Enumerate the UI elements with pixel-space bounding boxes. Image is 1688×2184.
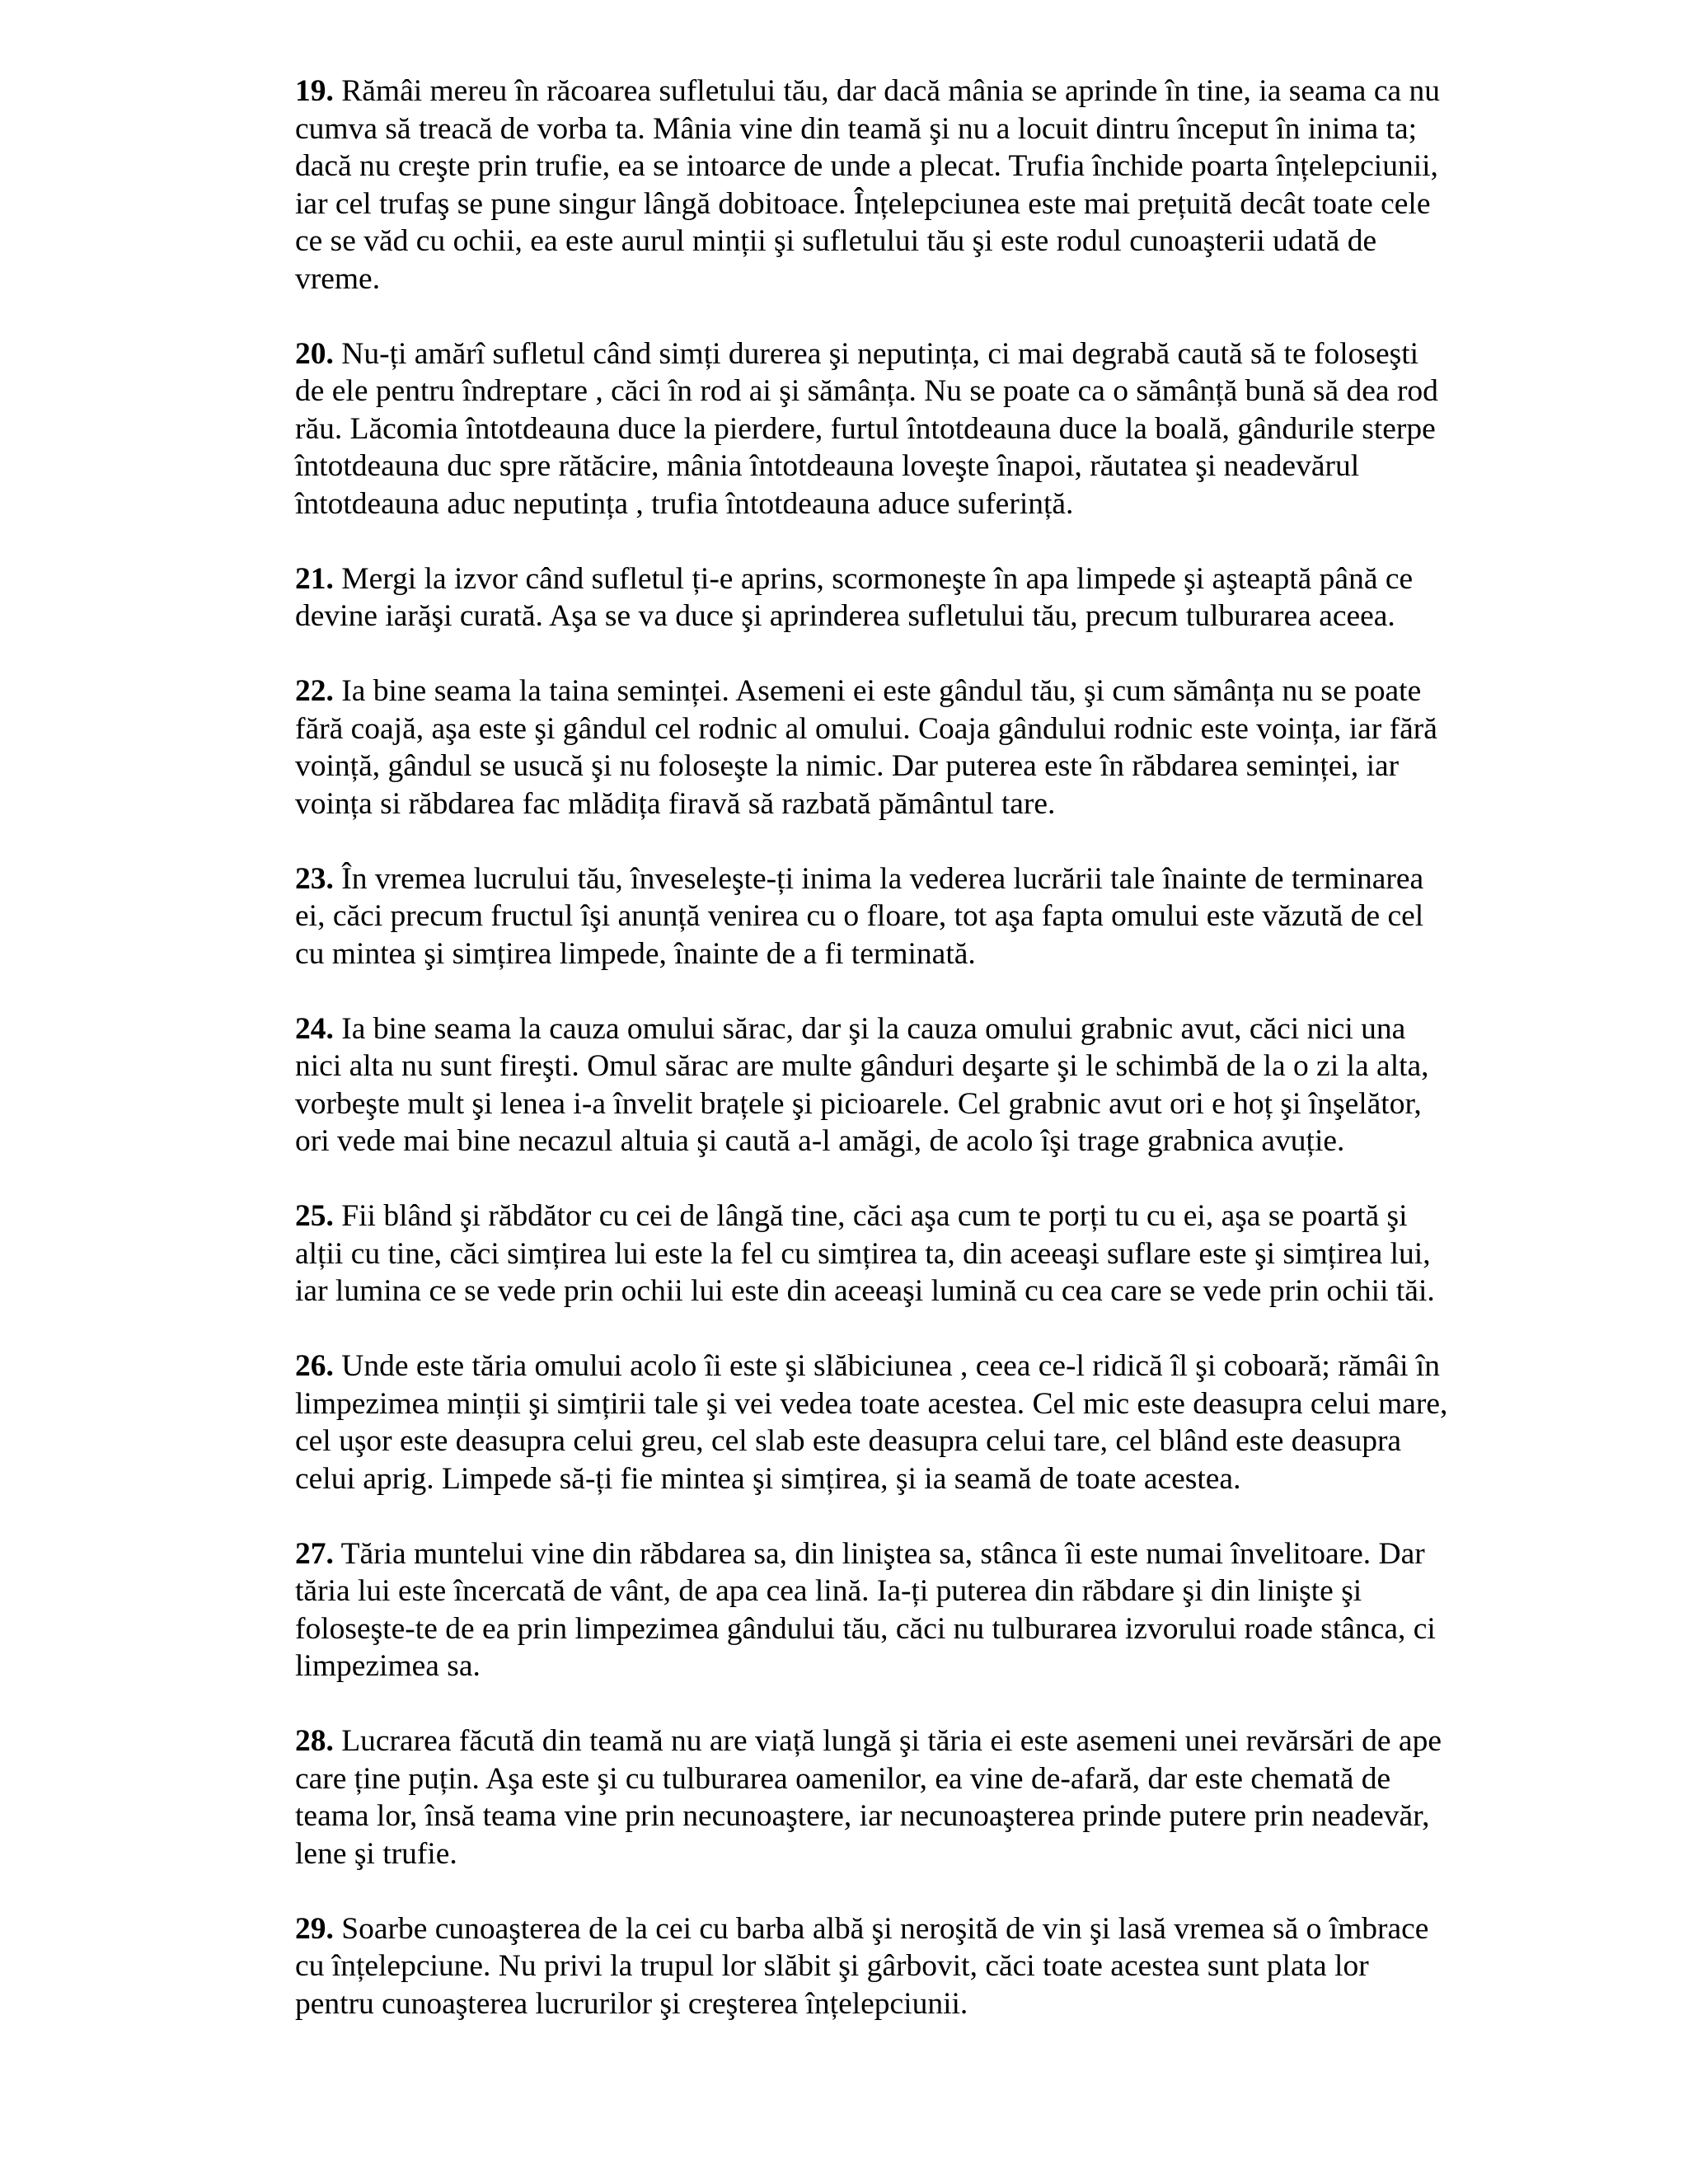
text-line: iar lumina ce se vede prin ochii lui este din aceeaşi lumină cu cea care se vede prin ochii tăi. xyxy=(295,1274,1435,1308)
paragraph-24 xyxy=(295,1010,1515,1160)
paragraph-text: Lucrarea făcută din teamă nu are viață lungă şi tăria ei este asemeni unei revărsări de ape xyxy=(333,1724,1442,1758)
text-line: limpezimea minții şi simțirii tale şi vei vedea toate acestea. Cel mic este deasupra celui mare, xyxy=(295,1386,1448,1421)
paragraph-number: 23. xyxy=(295,861,334,896)
text-line: vorbeşte mult şi lenea i-a învelit brațele şi picioarele. Cel grabnic avut ori e hoț şi înşelător, xyxy=(295,1086,1422,1121)
text-line xyxy=(295,560,1515,598)
text-line: întotdeauna duc spre rătăcire, mânia întotdeauna loveşte înapoi, răutatea şi neadevărul xyxy=(295,449,1360,483)
paragraph-number: 28. xyxy=(295,1724,334,1758)
text-line xyxy=(295,1535,1515,1573)
paragraph-number: 20. xyxy=(295,336,334,371)
paragraph-text: Tăria muntelui vine din răbdarea sa, din liniştea sa, stânca îi este numai învelitoare. Dar xyxy=(333,1536,1425,1571)
text-line: ei, căci precum fructul îşi anunță venirea cu o floare, tot aşa fapta omului este văzută de cel xyxy=(295,899,1424,933)
text-line xyxy=(295,860,1515,898)
text-line: de ele pentru îndreptare , căci în rod ai şi sămânța. Nu se poate ca o sămânță bună să dea rod xyxy=(295,374,1438,408)
text-line: vreme. xyxy=(295,261,381,296)
text-line: foloseşte-te de ea prin limpezimea gândului tău, căci nu tulburarea izvorului roade stânca, ci xyxy=(295,1611,1436,1646)
text-line: tăria lui este încercată de vânt, de apa cea lină. Ia-ți puterea din răbdare şi din linişte şi xyxy=(295,1574,1362,1608)
text-line: lene şi trufie. xyxy=(295,1836,457,1871)
paragraph-text: Ia bine seama la taina seminței. Asemeni ei este gândul tău, şi cum sămânța nu se poate xyxy=(333,674,1422,708)
text-line xyxy=(295,1347,1515,1385)
paragraph-27 xyxy=(295,1535,1515,1685)
text-line: cu înțelepciune. Nu privi la trupul lor slăbit şi gârbovit, căci toate acestea sunt plata lor xyxy=(295,1949,1369,1983)
paragraph-25 xyxy=(295,1197,1515,1310)
text-line: fără coajă, aşa este şi gândul cel rodnic al omului. Coaja gândului rodnic este voința, iar fără xyxy=(295,711,1437,746)
text-line: cumva să treacă de vorba ta. Mânia vine din teamă şi nu a locuit dintru început în inima ta; xyxy=(295,111,1418,146)
paragraph-19 xyxy=(295,73,1515,298)
text-line: rău. Lăcomia întotdeauna duce la pierdere, furtul întotdeauna duce la boală, gândurile sterpe xyxy=(295,411,1436,446)
paragraph-21 xyxy=(295,560,1515,635)
paragraph-text: Unde este tăria omului acolo îi este şi slăbiciunea , ceea ce-l ridică îl şi coboară; rămâi în xyxy=(333,1349,1441,1383)
text-line: care ține puțin. Aşa este şi cu tulburarea oamenilor, ea vine de-afară, dar este chemată de xyxy=(295,1761,1391,1796)
text-line: cel uşor este deasupra celui greu, cel slab este deasupra celui tare, cel blând este deasupra xyxy=(295,1424,1402,1458)
text-line: voința si răbdarea fac mlădița firavă să razbată pământul tare. xyxy=(295,786,1056,821)
paragraph-text: Mergi la izvor când sufletul ți-e aprins, scormoneşte în apa limpede şi aşteaptă până ce xyxy=(333,561,1414,596)
paragraph-number: 29. xyxy=(295,1911,334,1946)
text-line: teama lor, însă teama vine prin necunoaştere, iar necunoaşterea prinde putere prin neadevăr, xyxy=(295,1799,1430,1833)
text-line: dacă nu creşte prin trufie, ea se intoarce de unde a plecat. Trufia închide poarta înțelepciunii, xyxy=(295,149,1438,183)
text-line: ori vede mai bine necazul altuia şi caută a-l amăgi, de acolo îşi trage grabnica avuție. xyxy=(295,1124,1345,1158)
paragraph-number: 19. xyxy=(295,74,334,108)
text-line: devine iarăşi curată. Aşa se va duce şi aprinderea sufletului tău, precum tulburarea aceea. xyxy=(295,599,1395,633)
paragraph-29 xyxy=(295,1910,1515,2023)
paragraph-text: Soarbe cunoaşterea de la cei cu barba albă şi neroşită de vin şi lasă vremea să o îmbrace xyxy=(333,1911,1429,1946)
text-line: voință, gândul se usucă şi nu foloseşte la nimic. Dar puterea este în răbdarea seminței, iar xyxy=(295,749,1400,783)
document-page xyxy=(295,73,1515,2060)
paragraph-number: 25. xyxy=(295,1199,334,1233)
paragraph-number: 26. xyxy=(295,1349,334,1383)
text-line xyxy=(295,73,1515,110)
paragraph-number: 24. xyxy=(295,1011,334,1046)
paragraph-text: Ia bine seama la cauza omului sărac, dar şi la cauza omului grabnic avut, căci nici una xyxy=(333,1011,1406,1046)
paragraph-text: În vremea lucrului tău, înveseleşte-ți inima la vederea lucrării tale înainte de terminarea xyxy=(333,861,1424,896)
paragraph-number: 27. xyxy=(295,1536,334,1571)
text-line: pentru cunoaşterea lucrurilor şi creşterea înțelepciunii. xyxy=(295,1986,968,2021)
paragraph-number: 22. xyxy=(295,674,334,708)
text-line xyxy=(295,1197,1515,1235)
paragraph-28 xyxy=(295,1722,1515,1872)
paragraph-20 xyxy=(295,335,1515,523)
text-line: ce se văd cu ochii, ea este aurul minții şi sufletului tău şi este rodul cunoaşterii udată de xyxy=(295,224,1377,258)
paragraph-22 xyxy=(295,673,1515,823)
text-line: nici alta nu sunt fireşti. Omul sărac are multe gânduri deşarte şi le schimbă de la o zi la alta, xyxy=(295,1049,1429,1083)
text-line: celui aprig. Limpede să-ți fie mintea şi simțirea, şi ia seamă de toate acestea. xyxy=(295,1461,1241,1496)
text-line: cu mintea şi simțirea limpede, înainte de a fi terminată. xyxy=(295,936,976,971)
text-line: limpezimea sa. xyxy=(295,1649,481,1683)
paragraph-number: 21. xyxy=(295,561,334,596)
text-line xyxy=(295,335,1515,373)
text-line xyxy=(295,673,1515,710)
paragraph-text: Fii blând şi răbdător cu cei de lângă tine, căci aşa cum te porți tu cu ei, aşa se poartă şi xyxy=(333,1199,1408,1233)
paragraph-text: Nu-ți amărî sufletul când simți durerea şi neputința, ci mai degrabă caută să te foloseşti xyxy=(333,336,1419,371)
text-line xyxy=(295,1010,1515,1048)
text-line xyxy=(295,1722,1515,1760)
paragraph-26 xyxy=(295,1347,1515,1497)
paragraph-23 xyxy=(295,860,1515,973)
text-line: iar cel trufaş se pune singur lângă dobitoace. Înțelepciunea este mai prețuită decât toate cele xyxy=(295,186,1431,221)
text-line xyxy=(295,1910,1515,1948)
text-line: alții cu tine, căci simțirea lui este la fel cu simțirea ta, din aceeaşi suflare este şi simțirea lui, xyxy=(295,1236,1431,1271)
paragraph-text: Rămâi mereu în răcoarea sufletului tău, dar dacă mânia se aprinde în tine, ia seama ca nu xyxy=(333,74,1440,108)
text-line: întotdeauna aduc neputința , trufia întotdeauna aduce suferință. xyxy=(295,486,1074,521)
